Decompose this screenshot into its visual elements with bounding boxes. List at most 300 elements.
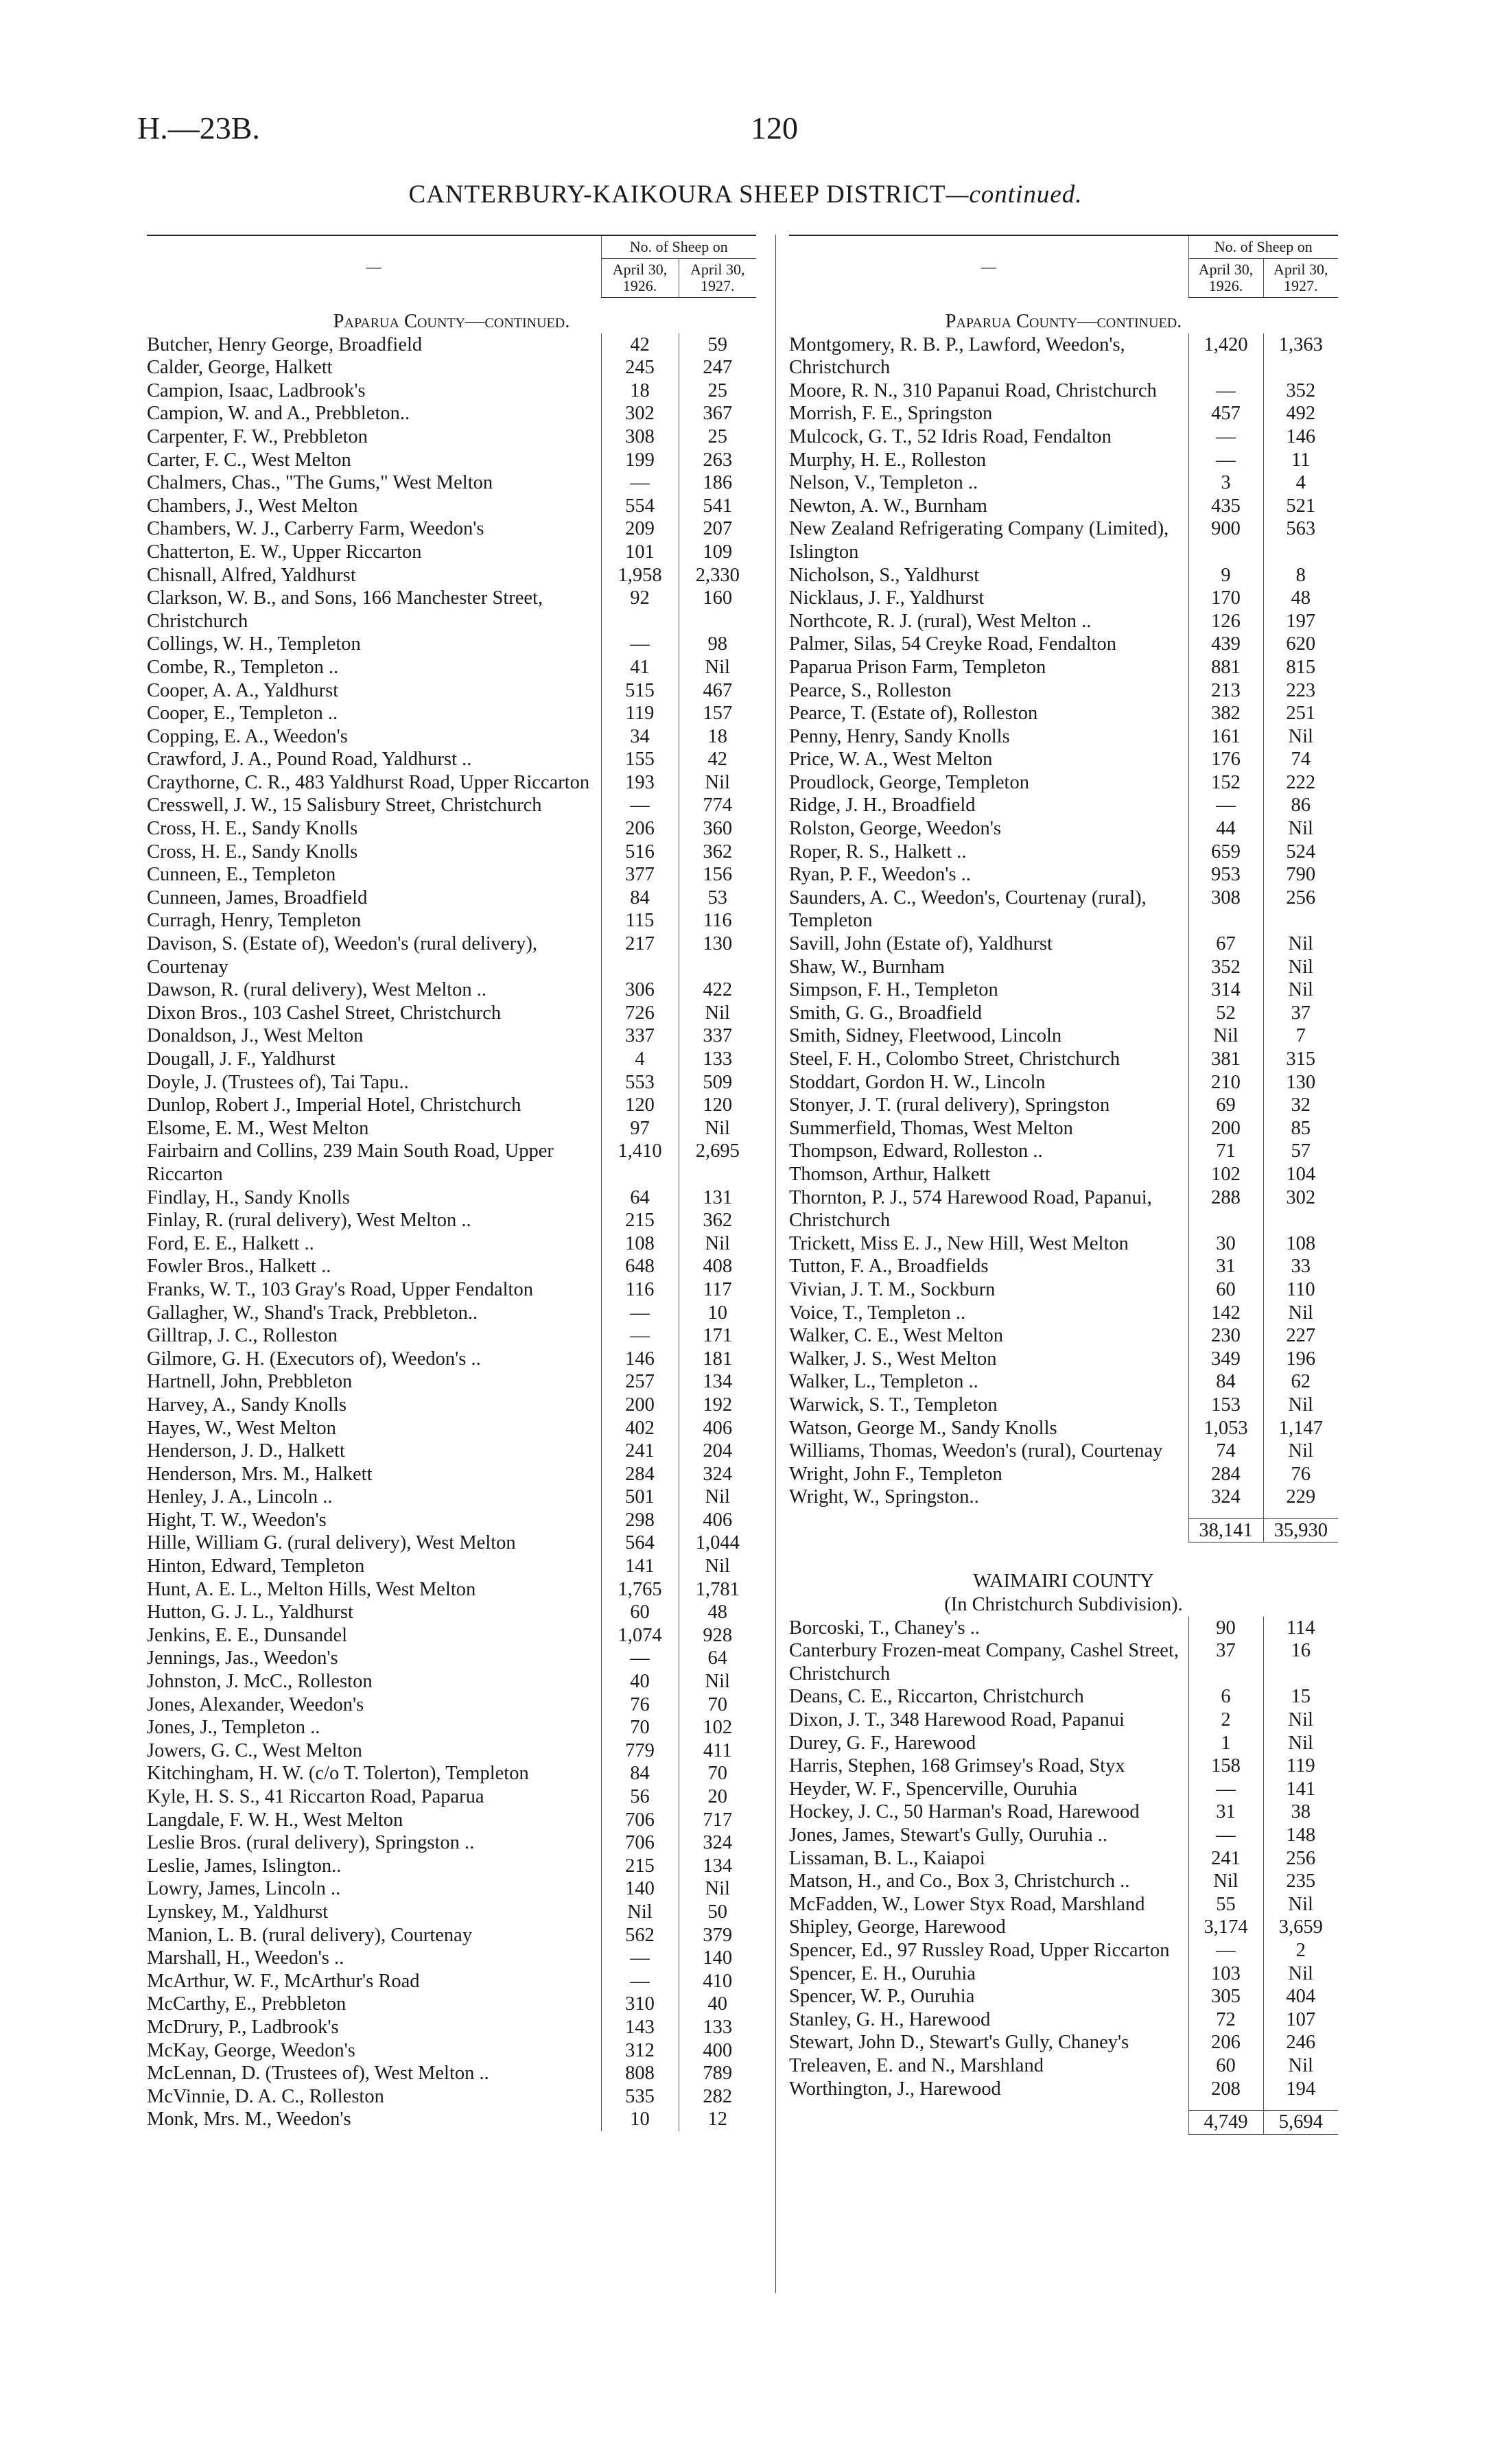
sheep-1927-cell: 146 (1263, 425, 1338, 449)
sheep-1927-cell: 70 (679, 1762, 756, 1785)
sheep-1926-cell: — (1188, 1824, 1263, 1847)
sheep-1926-cell: 60 (1188, 2054, 1263, 2078)
table-row (789, 1824, 1338, 1847)
owner-name-cell: Dougall, J. F., Yaldhurst (147, 1048, 336, 1070)
table-row (147, 841, 756, 864)
sheep-1927-cell: 140 (679, 1947, 756, 1970)
sheep-1926-cell: 245 (601, 356, 679, 379)
sheep-1926-cell: 40 (601, 1670, 679, 1693)
name-column-header: — (789, 235, 1188, 298)
sheep-1927-cell: 53 (679, 887, 756, 910)
sheep-1927-cell: 192 (679, 1394, 756, 1417)
table-row (147, 1278, 756, 1302)
owner-name-cell: Gilltrap, J. C., Rolleston (147, 1325, 338, 1347)
sheep-1926-cell: 382 (1188, 702, 1263, 725)
col-1926-header: April 30, 1926. (1188, 259, 1263, 298)
sheep-1926-cell: 44 (1188, 817, 1263, 841)
sheep-1927-cell: Nil (1263, 1709, 1338, 1732)
owner-name-cell: Dixon, J. T., 348 Harewood Road, Papanui (789, 1709, 1125, 1731)
sheep-1927-cell: 16 (1263, 1639, 1338, 1685)
total-1927: 35,930 (1263, 1518, 1338, 1542)
sheep-1927-cell: 360 (679, 817, 756, 841)
sheep-1926-cell: 42 (601, 333, 679, 357)
sheep-1926-cell: 208 (1188, 2078, 1263, 2101)
sheep-1926-cell: 3 (1188, 471, 1263, 495)
table-row (789, 887, 1338, 932)
table-row (147, 333, 756, 357)
owner-name-cell: Thornton, P. J., 574 Harewood Road, Papanui, Christchurch (789, 1186, 1152, 1232)
owner-name-cell: Shipley, George, Harewood (789, 1916, 1006, 1938)
sheep-1927-cell: 25 (679, 425, 756, 449)
table-row (789, 1071, 1338, 1094)
owner-name-cell: Wright, John F., Templeton (789, 1463, 1002, 1485)
table-row (789, 956, 1338, 979)
owner-name-cell: Voice, T., Templeton .. (789, 1302, 966, 1324)
owner-name-cell: Walker, C. E., West Melton (789, 1325, 1003, 1347)
table-row (147, 1417, 756, 1440)
sheep-1926-cell: 67 (1188, 932, 1263, 956)
sheep-1927-cell: 521 (1263, 495, 1338, 518)
sheep-1926-cell: 284 (601, 1463, 679, 1486)
sheep-1927-cell: 10 (679, 1302, 756, 1325)
table-row (147, 932, 756, 978)
table-row (789, 1755, 1338, 1778)
sheep-1926-cell: 153 (1188, 1394, 1263, 1417)
table-row (789, 425, 1338, 449)
table-row (789, 2031, 1338, 2054)
sheep-1927-cell: 352 (1263, 379, 1338, 403)
sheep-1926-cell: 101 (601, 541, 679, 564)
table-row (789, 2078, 1338, 2101)
sheep-1926-cell: 337 (601, 1024, 679, 1048)
table-row (147, 1785, 756, 1809)
sheep-1926-cell: 116 (601, 1278, 679, 1302)
sheep-1926-cell: 298 (601, 1509, 679, 1532)
sheep-1927-cell: 50 (679, 1901, 756, 1924)
sheep-1927-cell: 57 (1263, 1140, 1338, 1163)
owner-name-cell: McCarthy, E., Prebbleton (147, 1993, 347, 2015)
sheep-1927-cell: 563 (1263, 517, 1338, 563)
table-row (789, 1255, 1338, 1278)
owner-name-cell: Chatterton, E. W., Upper Riccarton (147, 541, 422, 563)
owner-name-cell: Stoddart, Gordon H. W., Lincoln (789, 1071, 1046, 1093)
owner-name-cell: Montgomery, R. B. P., Lawford, Weedon's, Christchurch (789, 333, 1125, 379)
table-row (147, 1002, 756, 1025)
sheep-1926-cell: 1,053 (1188, 1417, 1263, 1440)
table-row (789, 1348, 1338, 1371)
sheep-1927-cell: 204 (679, 1440, 756, 1463)
table-row (789, 748, 1338, 771)
section-total-row (789, 2111, 1338, 2135)
sheep-1927-cell: 157 (679, 702, 756, 725)
owner-name-cell: McLennan, D. (Trustees of), West Melton .. (147, 2063, 489, 2085)
sheep-1926-cell: 200 (601, 1394, 679, 1417)
sheep-1927-cell: 492 (1263, 402, 1338, 425)
sheep-1926-cell: 648 (601, 1255, 679, 1278)
owner-name-cell: Henderson, J. D., Halkett (147, 1440, 345, 1462)
owner-name-cell: Morrish, F. E., Springston (789, 403, 993, 425)
table-row (147, 1370, 756, 1394)
sheep-1926-cell: 217 (601, 932, 679, 978)
owner-name-cell: Cresswell, J. W., 15 Salisbury Street, Christchurch (147, 795, 542, 817)
sheep-1927-cell: 2 (1263, 1939, 1338, 1962)
sheep-1927-cell: 74 (1263, 748, 1338, 771)
sheep-1926-cell: 302 (601, 402, 679, 425)
sheep-1926-cell: — (601, 471, 679, 495)
table-row (789, 1639, 1338, 1685)
owner-name-cell: Williams, Thomas, Weedon's (rural), Courtenay (789, 1440, 1163, 1462)
col-1927-header: April 30, 1927. (1263, 259, 1338, 298)
sheep-1926-cell: 210 (1188, 1071, 1263, 1094)
sheep-1926-cell: 146 (601, 1348, 679, 1371)
owner-name-cell: Ryan, P. F., Weedon's .. (789, 864, 971, 886)
table-row (147, 2016, 756, 2039)
sheep-1927-cell: 186 (679, 471, 756, 495)
sheep-1927-cell: 148 (1263, 1824, 1338, 1847)
sheep-1926-cell: 308 (601, 425, 679, 449)
table-row (789, 1417, 1338, 1440)
table-row (789, 2054, 1338, 2078)
sheep-1927-cell: 2,330 (679, 564, 756, 587)
section-subheading: (In Christchurch Subdivision). (944, 1594, 1183, 1616)
owner-name-cell: Walker, L., Templeton .. (789, 1371, 978, 1393)
owner-name-cell: Chisnall, Alfred, Yaldhurst (147, 564, 356, 586)
sheep-1927-cell: 109 (679, 541, 756, 564)
owner-name-cell: Cross, H. E., Sandy Knolls (147, 841, 358, 863)
sheep-1927-cell: 337 (679, 1024, 756, 1048)
sheep-1926-cell: 324 (1188, 1486, 1263, 1509)
sheep-1927-cell: 102 (679, 1716, 756, 1739)
owner-name-cell: Price, W. A., West Melton (789, 749, 993, 771)
sheep-1926-cell: 457 (1188, 402, 1263, 425)
sheep-count-header: No. of Sheep on (1188, 235, 1338, 259)
owner-name-cell: Calder, George, Halkett (147, 357, 333, 379)
table-row (147, 633, 756, 656)
sheep-1927-cell: 362 (679, 841, 756, 864)
sheep-1926-cell: 37 (1188, 1639, 1263, 1685)
owner-name-cell: Elsome, E. M., West Melton (147, 1117, 369, 1139)
sheep-1926-cell: 352 (1188, 956, 1263, 979)
owner-name-cell: Lissaman, B. L., Kaiapoi (789, 1847, 985, 1869)
section-total-row (789, 1518, 1338, 1542)
owner-name-cell: Leslie Bros. (rural delivery), Springston .. (147, 1832, 475, 1854)
owner-name-cell: Cooper, E., Templeton .. (147, 703, 338, 725)
sheep-1927-cell: 406 (679, 1509, 756, 1532)
table-row (789, 1916, 1338, 1939)
owner-name-cell: Jowers, G. C., West Melton (147, 1739, 362, 1761)
owner-name-cell: Spencer, Ed., 97 Russley Road, Upper Riccarton (789, 1939, 1170, 1961)
table-row (147, 2108, 756, 2131)
table-row (147, 1970, 756, 1993)
owner-name-cell: Stewart, John D., Stewart's Gully, Chaney's (789, 2032, 1129, 2054)
sheep-1926-cell: 706 (601, 1809, 679, 1832)
sheep-1926-cell: 126 (1188, 610, 1263, 633)
sheep-1926-cell: 161 (1188, 725, 1263, 749)
sheep-1926-cell: 31 (1188, 1800, 1263, 1824)
table-row (789, 1847, 1338, 1870)
sheep-1926-cell: 209 (601, 517, 679, 541)
right-table (789, 235, 1338, 2135)
sheep-1927-cell: Nil (1263, 1440, 1338, 1463)
document-code: H.—23B. (137, 110, 260, 145)
table-row (147, 1624, 756, 1647)
sheep-1927-cell: 256 (1263, 887, 1338, 932)
table-row (147, 356, 756, 379)
owner-name-cell: Crawford, J. A., Pound Road, Yaldhurst .. (147, 749, 472, 771)
table-row (789, 1440, 1338, 1463)
sheep-1927-cell: 85 (1263, 1117, 1338, 1140)
table-row (789, 1709, 1338, 1732)
sheep-1927-cell: 406 (679, 1417, 756, 1440)
owner-name-cell: Finlay, R. (rural delivery), West Melton .. (147, 1210, 471, 1232)
sheep-1927-cell: 15 (1263, 1685, 1338, 1709)
owner-name-cell: Nicholson, S., Yaldhurst (789, 564, 980, 586)
sheep-1926-cell: 72 (1188, 2008, 1263, 2032)
table-row (147, 702, 756, 725)
owner-name-cell: McVinnie, D. A. C., Rolleston (147, 2085, 384, 2107)
owner-name-cell: Manion, L. B. (rural delivery), Courtenay (147, 1924, 473, 1946)
table-row (147, 863, 756, 887)
table-row (147, 1071, 756, 1094)
owner-name-cell: Fowler Bros., Halkett .. (147, 1256, 331, 1278)
sheep-1927-cell: 227 (1263, 1324, 1338, 1348)
table-row (789, 1893, 1338, 1916)
owner-name-cell: Moore, R. N., 310 Papanui Road, Christchurch (789, 379, 1157, 401)
sheep-1927-cell: 130 (679, 932, 756, 978)
table-row (147, 1440, 756, 1463)
sheep-1927-cell: 4 (1263, 471, 1338, 495)
owner-name-cell: Johnston, J. McC., Rolleston (147, 1671, 373, 1693)
owner-name-cell: Hight, T. W., Weedon's (147, 1509, 327, 1531)
table-row (789, 1278, 1338, 1302)
owner-name-cell: Stanley, G. H., Harewood (789, 2008, 991, 2030)
table-row (789, 1302, 1338, 1325)
sheep-1926-cell: 726 (601, 1002, 679, 1025)
sheep-1926-cell: 141 (601, 1555, 679, 1578)
table-row (147, 656, 756, 679)
table-row (147, 1555, 756, 1578)
table-row (147, 1647, 756, 1670)
sheep-1926-cell: 142 (1188, 1302, 1263, 1325)
sheep-1927-cell: 98 (679, 633, 756, 656)
total-1927: 5,694 (1263, 2111, 1338, 2135)
table-row (147, 1255, 756, 1278)
table-row (789, 1117, 1338, 1140)
sheep-1927-cell: 404 (1263, 1985, 1338, 2008)
sheep-1927-cell: 524 (1263, 841, 1338, 864)
table-row (147, 1463, 756, 1486)
sheep-1926-cell: Nil (1188, 1024, 1263, 1048)
sheep-1927-cell: 2,695 (679, 1140, 756, 1186)
table-row (147, 2039, 756, 2063)
section-heading: Paparua County—continued. (333, 311, 570, 332)
table-row (147, 2085, 756, 2109)
table-row (147, 1117, 756, 1140)
table-row (789, 1939, 1338, 1962)
sheep-1926-cell: 92 (601, 587, 679, 633)
sheep-1926-cell: 241 (1188, 1847, 1263, 1870)
owner-name-cell: Hayes, W., West Melton (147, 1417, 336, 1439)
sheep-1927-cell: Nil (1263, 1893, 1338, 1916)
table-row (147, 1209, 756, 1232)
table-row (147, 471, 756, 495)
table-row (147, 887, 756, 910)
sheep-1927-cell: 37 (1263, 1002, 1338, 1025)
table-row (789, 794, 1338, 817)
owner-name-cell: Jennings, Jas., Weedon's (147, 1647, 338, 1669)
sheep-1927-cell: 1,044 (679, 1532, 756, 1555)
column-divider (775, 235, 776, 2293)
sheep-1927-cell: Nil (1263, 2054, 1338, 2078)
owner-name-cell: Copping, E. A., Weedon's (147, 725, 348, 747)
table-row (147, 1394, 756, 1417)
table-row (147, 1094, 756, 1117)
sheep-1926-cell: 349 (1188, 1348, 1263, 1371)
sheep-1926-cell: 3,174 (1188, 1916, 1263, 1939)
owner-name-cell: McDrury, P., Ladbrook's (147, 2016, 339, 2038)
owner-name-cell: Saunders, A. C., Weedon's, Courtenay (rural), Templeton (789, 887, 1147, 932)
sheep-1927-cell: 107 (1263, 2008, 1338, 2032)
sheep-1927-cell: 114 (1263, 1617, 1338, 1640)
sheep-1926-cell: 108 (601, 1232, 679, 1256)
sheep-1926-cell: 206 (1188, 2031, 1263, 2054)
sheep-1926-cell: 60 (601, 1601, 679, 1624)
owner-name-cell: Cunneen, James, Broadfield (147, 887, 368, 908)
sheep-1927-cell: 1,363 (1263, 333, 1338, 379)
table-row (147, 1739, 756, 1763)
sheep-1926-cell: 69 (1188, 1094, 1263, 1117)
table-row (147, 1186, 756, 1210)
owner-name-cell: Gilmore, G. H. (Executors of), Weedon's .. (147, 1348, 481, 1370)
table-row (789, 517, 1338, 563)
owner-name-cell: Savill, John (Estate of), Yaldhurst (789, 933, 1053, 955)
sheep-1926-cell: — (601, 1970, 679, 1993)
owner-name-cell: Chambers, W. J., Carberry Farm, Weedon's (147, 518, 484, 540)
sheep-1927-cell: 815 (1263, 656, 1338, 679)
table-row (147, 771, 756, 795)
table-row (147, 1831, 756, 1855)
table-row (147, 425, 756, 449)
sheep-1926-cell: 288 (1188, 1186, 1263, 1232)
sheep-1926-cell: 6 (1188, 1685, 1263, 1709)
owner-name-cell: Stonyer, J. T. (rural delivery), Springston (789, 1094, 1110, 1116)
table-row (147, 1601, 756, 1624)
sheep-1926-cell: 70 (601, 1716, 679, 1739)
sheep-1927-cell: Nil (679, 1877, 756, 1901)
sheep-1927-cell: 422 (679, 978, 756, 1002)
table-row (147, 379, 756, 403)
table-row (147, 794, 756, 817)
owner-name-cell: Jenkins, E. E., Dunsandel (147, 1624, 348, 1646)
table-row (789, 1394, 1338, 1417)
table-row (789, 932, 1338, 956)
sheep-1926-cell: 659 (1188, 841, 1263, 864)
owner-name-cell: Steel, F. H., Colombo Street, Christchurch (789, 1048, 1120, 1070)
owner-name-cell: Davison, S. (Estate of), Weedon's (rural delivery), Courtenay (147, 933, 537, 978)
sheep-1927-cell: 222 (1263, 771, 1338, 795)
owner-name-cell: Nelson, V., Templeton .. (789, 472, 978, 494)
owner-name-cell: Simpson, F. H., Templeton (789, 979, 998, 1001)
owner-name-cell: Dawson, R. (rural delivery), West Melton .. (147, 979, 487, 1001)
owner-name-cell: Hunt, A. E. L., Melton Hills, West Melton (147, 1578, 476, 1600)
sheep-1927-cell: 133 (679, 1048, 756, 1071)
sheep-1926-cell: 439 (1188, 633, 1263, 656)
table-row (147, 1348, 756, 1371)
table-row (147, 1140, 756, 1186)
sheep-1927-cell: 48 (679, 1601, 756, 1624)
table-row (789, 633, 1338, 656)
sheep-1927-cell: 509 (679, 1071, 756, 1094)
table-row (147, 1532, 756, 1555)
sheep-1927-cell: 408 (679, 1255, 756, 1278)
owner-name-cell: Findlay, H., Sandy Knolls (147, 1186, 350, 1208)
table-row (789, 1732, 1338, 1755)
sheep-1927-cell: 197 (1263, 610, 1338, 633)
owner-name-cell: Penny, Henry, Sandy Knolls (789, 725, 1010, 747)
sheep-1926-cell: 2 (1188, 1709, 1263, 1732)
sheep-1926-cell: 808 (601, 2062, 679, 2085)
table-row (147, 1324, 756, 1348)
sheep-1927-cell: 12 (679, 2108, 756, 2131)
table-row (147, 725, 756, 749)
table-row (147, 1947, 756, 1970)
sheep-1926-cell: 64 (601, 1186, 679, 1210)
sheep-1926-cell: 314 (1188, 978, 1263, 1002)
sheep-1927-cell: 717 (679, 1809, 756, 1832)
sheep-1926-cell: 9 (1188, 564, 1263, 587)
sheep-1926-cell: — (601, 1947, 679, 1970)
table-row (147, 1693, 756, 1717)
owner-name-cell: Smith, Sidney, Fleetwood, Lincoln (789, 1025, 1062, 1047)
sheep-1926-cell: 84 (1188, 1370, 1263, 1394)
sheep-1927-cell: 64 (679, 1647, 756, 1670)
sheep-1927-cell: 235 (1263, 1870, 1338, 1893)
sheep-1927-cell: 620 (1263, 633, 1338, 656)
owner-name-cell: Harvey, A., Sandy Knolls (147, 1394, 347, 1416)
sheep-1926-cell: 305 (1188, 1985, 1263, 2008)
sheep-1926-cell: — (601, 633, 679, 656)
table-row (147, 1901, 756, 1924)
table-row (789, 1186, 1338, 1232)
owner-name-cell: Lynskey, M., Yaldhurst (147, 1901, 329, 1923)
sheep-1927-cell: Nil (1263, 1732, 1338, 1755)
sheep-1927-cell: 774 (679, 794, 756, 817)
sheep-1927-cell: 229 (1263, 1486, 1338, 1509)
owner-name-cell: Henderson, Mrs. M., Halkett (147, 1463, 373, 1485)
table-row (147, 817, 756, 841)
table-row (789, 379, 1338, 403)
sheep-1926-cell: 900 (1188, 517, 1263, 563)
table-row (147, 1232, 756, 1256)
sheep-1926-cell: 435 (1188, 495, 1263, 518)
sheep-1926-cell: 60 (1188, 1278, 1263, 1302)
owner-name-cell: Cooper, A. A., Yaldhurst (147, 679, 339, 701)
sheep-1926-cell: 199 (601, 449, 679, 472)
sheep-1927-cell: 32 (1263, 1094, 1338, 1117)
owner-name-cell: Smith, G. G., Broadfield (789, 1002, 983, 1024)
sheep-1927-cell: Nil (679, 1555, 756, 1578)
sheep-1926-cell: 1,410 (601, 1140, 679, 1186)
sheep-1926-cell: — (1188, 379, 1263, 403)
sheep-1926-cell: 706 (601, 1831, 679, 1855)
left-table (147, 235, 756, 2131)
sheep-1926-cell: 1 (1188, 1732, 1263, 1755)
sheep-1927-cell: 134 (679, 1855, 756, 1878)
table-row (789, 863, 1338, 887)
sheep-1926-cell: 170 (1188, 587, 1263, 610)
table-row (789, 2008, 1338, 2032)
sheep-1927-cell: 117 (679, 1278, 756, 1302)
